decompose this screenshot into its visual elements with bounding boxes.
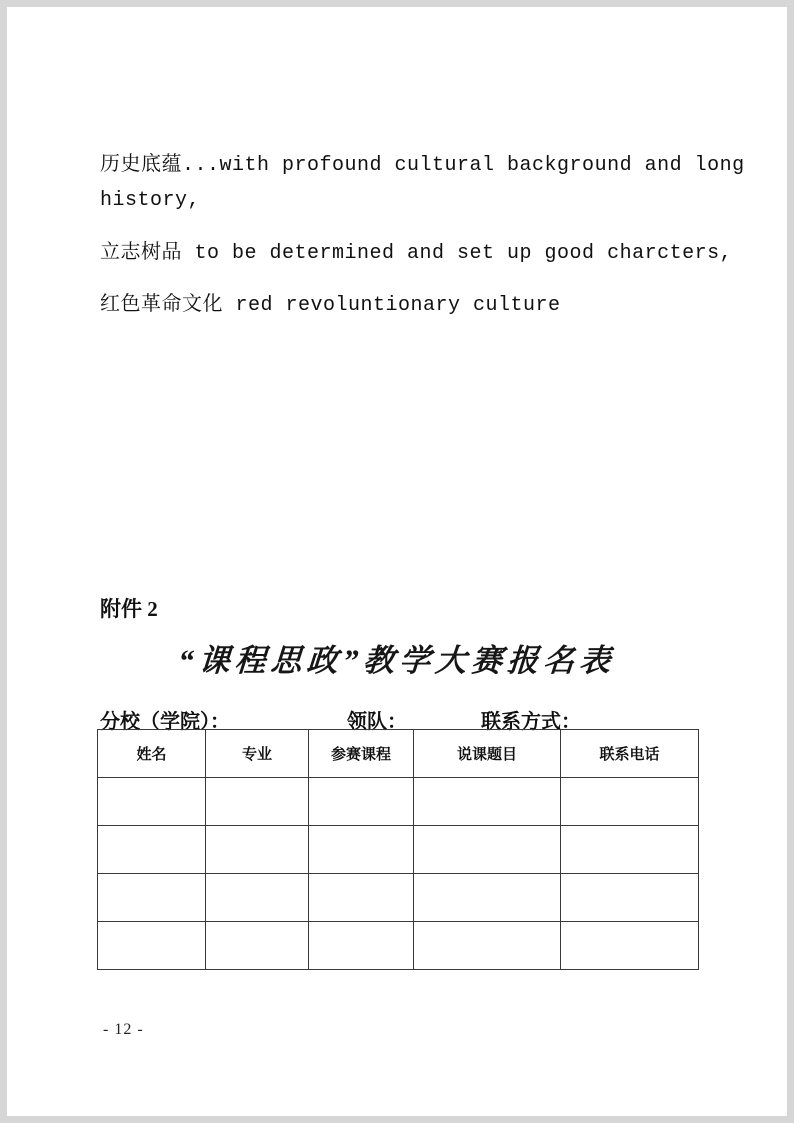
table-cell — [206, 778, 309, 826]
attachment-label: 附件 2 — [100, 597, 158, 621]
table-cell — [414, 826, 561, 874]
table-row — [98, 826, 699, 874]
table-cell — [414, 778, 561, 826]
registration-table-body — [98, 778, 699, 970]
table-row — [98, 874, 699, 922]
table-row — [98, 778, 699, 826]
body-text-line: history, — [100, 189, 201, 212]
body-text-line: 立志树品 to be determined and set up good charcters, — [100, 242, 733, 265]
table-header-cell: 姓名 — [98, 730, 206, 778]
table-header-cell: 参赛课程 — [309, 730, 414, 778]
table-cell — [309, 826, 414, 874]
registration-table — [97, 729, 699, 970]
table-cell — [98, 922, 206, 970]
document-page — [7, 7, 787, 1116]
form-label-leader: 领队： — [347, 711, 407, 733]
table-cell — [206, 922, 309, 970]
table-cell — [414, 874, 561, 922]
body-text-line: 历史底蕴...with profound cultural background and long — [100, 154, 745, 177]
form-title: “课程思政”教学大赛报名表 — [177, 643, 617, 678]
table-header-cell: 联系电话 — [561, 730, 699, 778]
table-cell — [98, 778, 206, 826]
table-cell — [309, 874, 414, 922]
table-header-cell: 说课题目 — [414, 730, 561, 778]
table-cell — [561, 778, 699, 826]
table-cell — [414, 922, 561, 970]
table-cell — [206, 874, 309, 922]
table-cell — [561, 874, 699, 922]
table-header-cell: 专业 — [206, 730, 309, 778]
table-header-row — [98, 730, 699, 778]
table-cell — [309, 778, 414, 826]
form-label-contact: 联系方式： — [481, 711, 581, 733]
table-cell — [561, 922, 699, 970]
table-cell — [206, 826, 309, 874]
table-cell — [309, 922, 414, 970]
form-label-branch: 分校（学院）： — [100, 711, 230, 733]
table-cell — [561, 826, 699, 874]
table-cell — [98, 874, 206, 922]
page-number: - 12 - — [103, 1021, 144, 1038]
table-row — [98, 922, 699, 970]
table-cell — [98, 826, 206, 874]
body-text-line: 红色革命文化 red revoluntionary culture — [100, 294, 561, 317]
